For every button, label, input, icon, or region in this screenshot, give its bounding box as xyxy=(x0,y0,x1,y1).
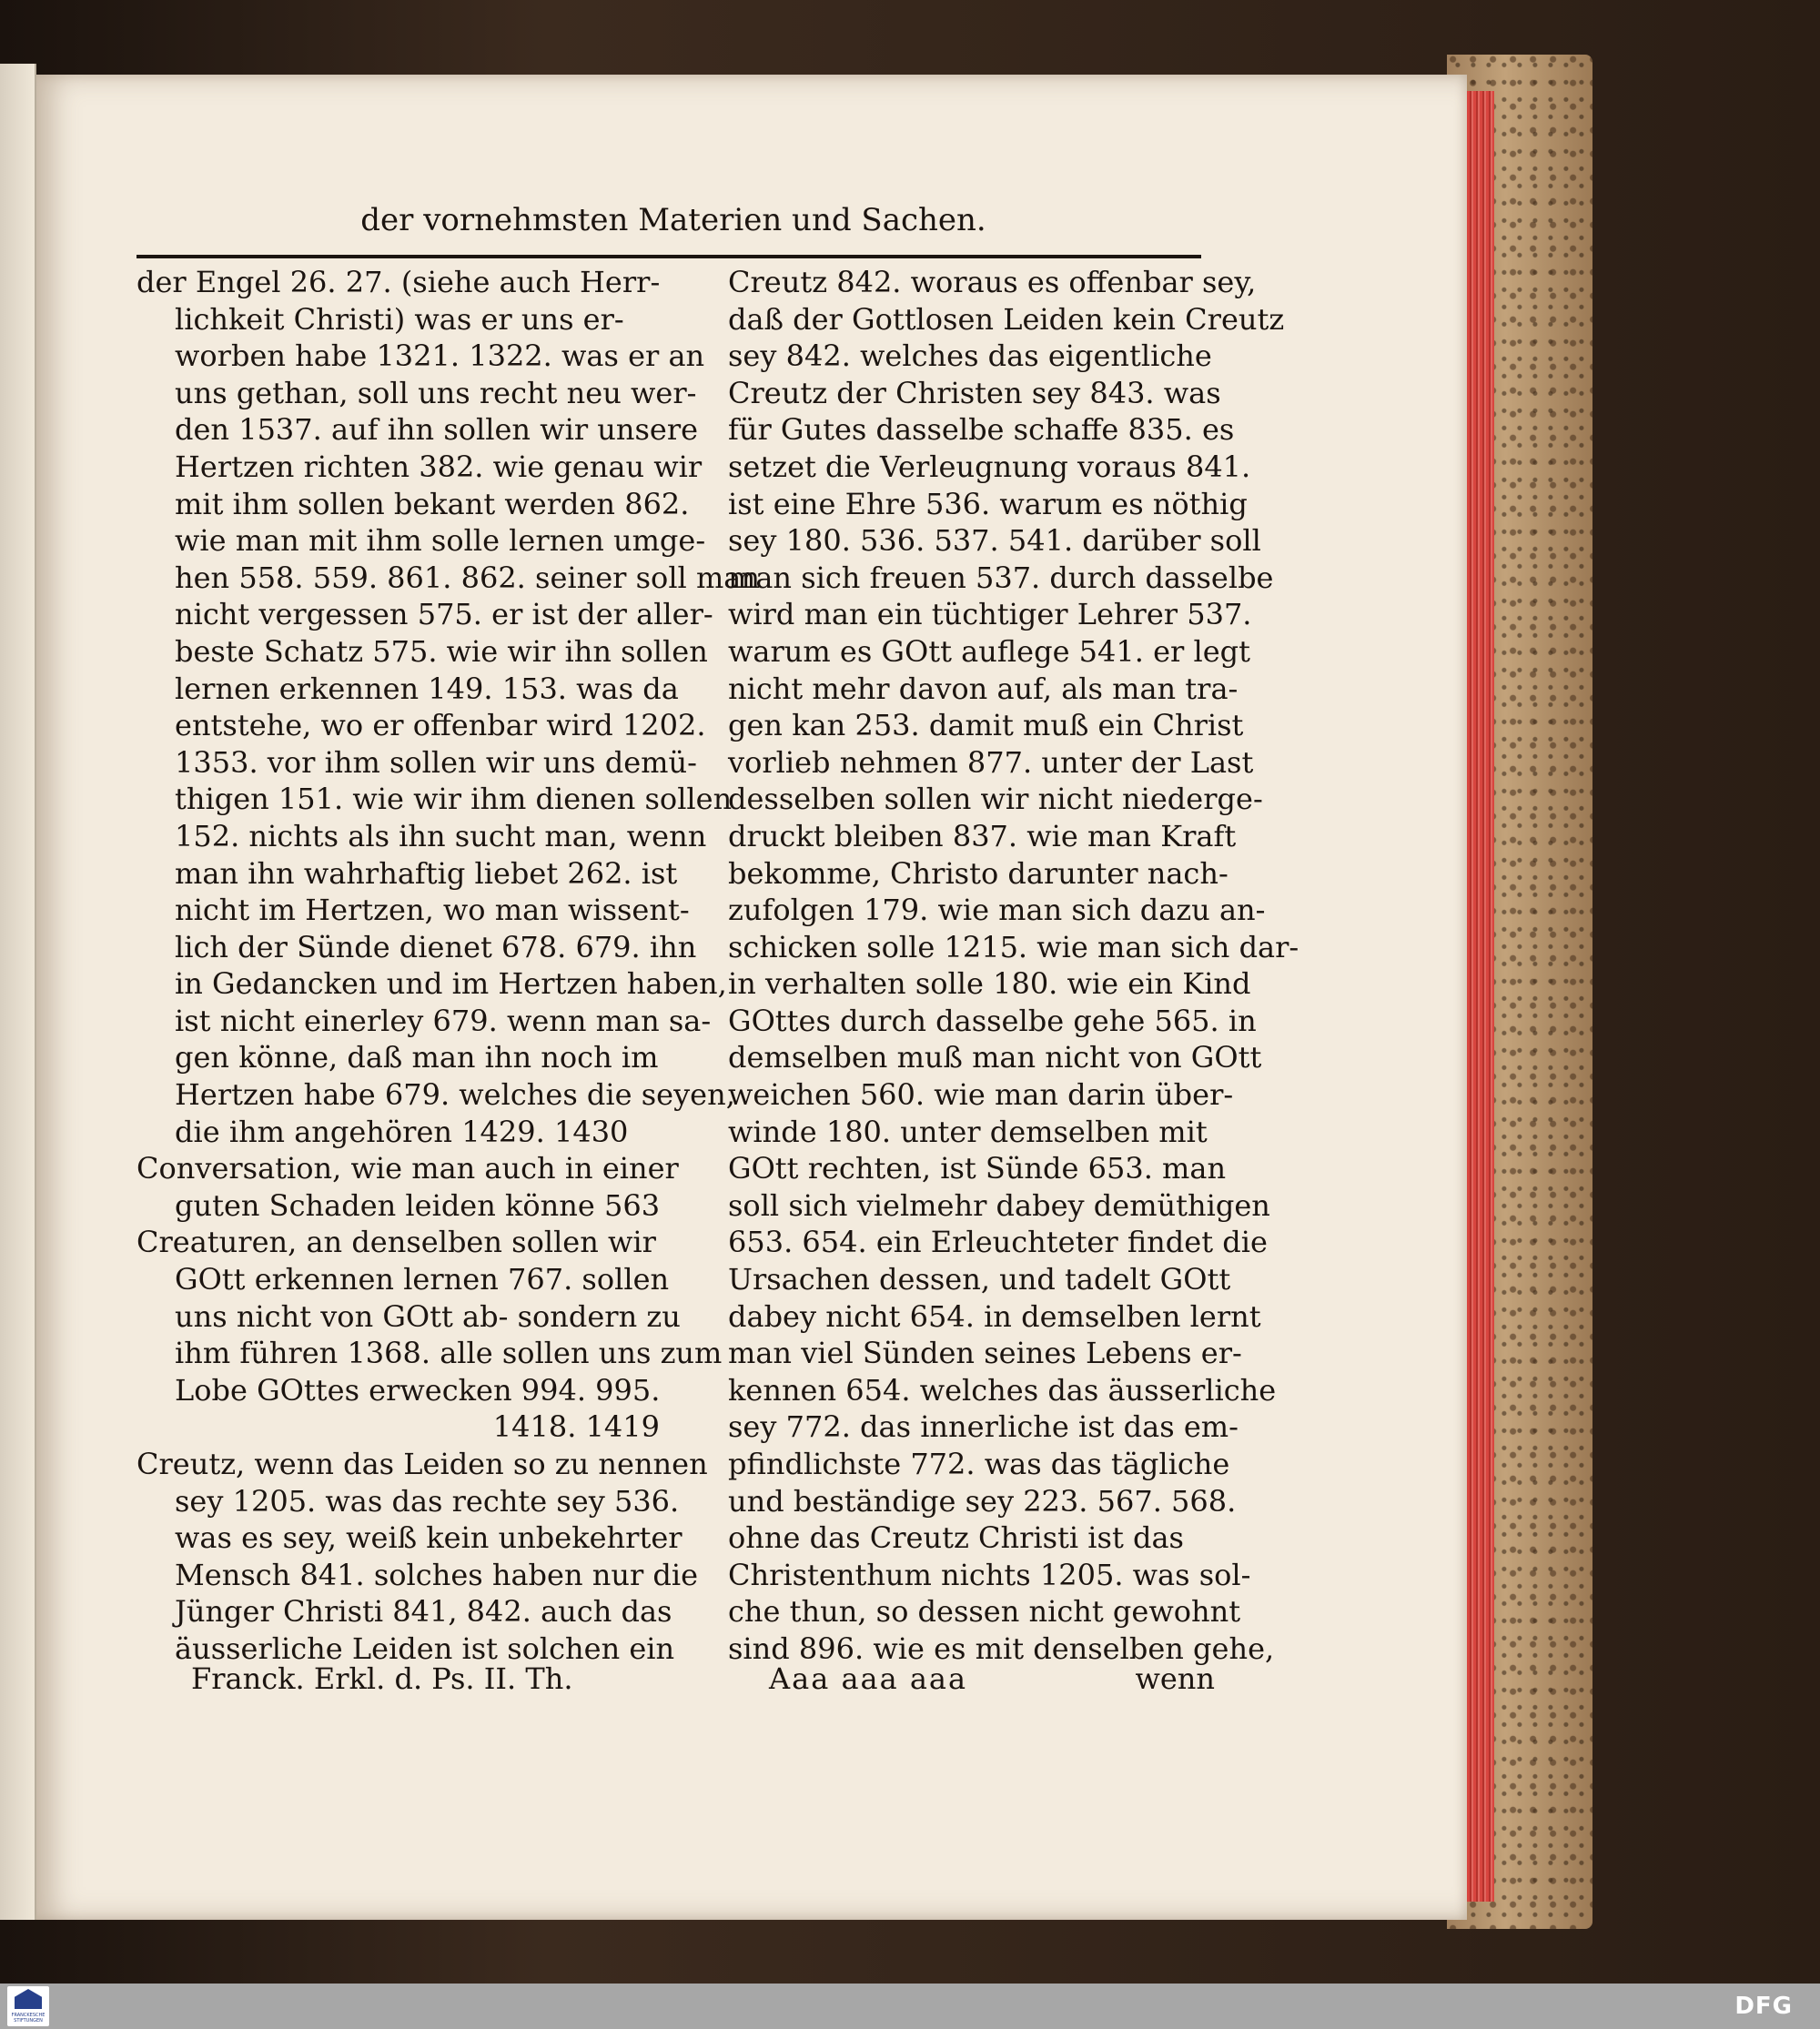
index-line: was es sey, weiß kein unbekehrter xyxy=(175,1520,682,1556)
index-line: man ihn wahrhaftig liebet 262. ist xyxy=(175,855,678,891)
index-line: und beständige sey 223. 567. 568. xyxy=(728,1483,1237,1519)
red-fore-edge xyxy=(1467,91,1494,1902)
index-line: GOtt erkennen lernen 767. sollen xyxy=(175,1262,670,1297)
index-line: weichen 560. wie man darin über- xyxy=(728,1077,1234,1113)
index-line: dabey nicht 654. in demselben lernt xyxy=(728,1298,1261,1334)
running-head: der vornehmsten Materien und Sachen. xyxy=(360,202,986,238)
index-line: in Gedancken und im Hertzen haben, xyxy=(175,966,727,1002)
index-line: nicht vergessen 575. er ist der aller- xyxy=(175,597,713,632)
index-line: worben habe 1321. 1322. was er an xyxy=(175,338,705,374)
library-logo-text: FRANCKESCHE STIFTUNGEN xyxy=(11,2013,46,2024)
index-line: man viel Sünden seines Lebens er- xyxy=(728,1336,1242,1371)
index-line: Jünger Christi 841, 842. auch das xyxy=(175,1594,672,1630)
catchword: wenn xyxy=(1135,1661,1215,1696)
index-line: Creutz 842. woraus es offenbar sey, xyxy=(728,265,1257,299)
index-line: Ursachen dessen, und tadelt GOtt xyxy=(728,1262,1231,1297)
index-line: den 1537. auf ihn sollen wir unsere xyxy=(175,412,699,448)
index-line: in verhalten solle 180. wie ein Kind xyxy=(728,966,1251,1002)
index-line: soll sich vielmehr dabey demüthigen xyxy=(728,1187,1270,1223)
index-line: daß der Gottlosen Leiden kein Creutz xyxy=(728,301,1285,337)
index-line: wird man ein tüchtiger Lehrer 537. xyxy=(728,597,1252,632)
index-line: GOttes durch dasselbe gehe 565. in xyxy=(728,1003,1257,1038)
index-line: 1418. 1419 xyxy=(492,1409,660,1445)
index-line: 1353. vor ihm sollen wir uns demü- xyxy=(175,744,697,780)
index-line: Creaturen, an denselben sollen wir xyxy=(136,1225,656,1260)
index-line: der Engel 26. 27. (siehe auch Herr- xyxy=(136,265,661,299)
index-line: wie man mit ihm solle lernen umge- xyxy=(175,523,706,559)
index-line: 152. nichts als ihn sucht man, wenn xyxy=(175,818,707,853)
index-line: Creutz, wenn das Leiden so zu nennen xyxy=(136,1447,708,1481)
index-line: schicken solle 1215. wie man sich dar- xyxy=(728,929,1299,964)
index-line: Hertzen richten 382. wie genau wir xyxy=(175,449,703,484)
index-line: kennen 654. welches das äusserliche xyxy=(728,1372,1277,1408)
index-line: lichkeit Christi) was er uns er- xyxy=(175,301,624,337)
index-line: hen 558. 559. 861. 862. seiner soll man xyxy=(175,560,760,595)
signature-title: Franck. Erkl. d. Ps. II. Th. xyxy=(191,1661,573,1696)
index-line: äusserliche Leiden ist solchen ein xyxy=(175,1630,675,1666)
index-line: ist eine Ehre 536. warum es nöthig xyxy=(728,486,1248,521)
index-line: ist nicht einerley 679. wenn man sa- xyxy=(175,1003,712,1038)
index-line: die ihm angehören 1429. 1430 xyxy=(175,1114,629,1149)
index-line: Christenthum nichts 1205. was sol- xyxy=(728,1557,1251,1592)
index-line: guten Schaden leiden könne 563 xyxy=(175,1187,661,1223)
index-line: nicht mehr davon auf, als man tra- xyxy=(728,671,1239,706)
index-line: uns nicht von GOtt ab- sondern zu xyxy=(175,1298,681,1334)
index-line: ohne das Creutz Christi ist das xyxy=(728,1520,1184,1556)
viewer-footer-bar xyxy=(0,1984,1820,2029)
dfg-logo: DFG xyxy=(1734,1993,1793,2020)
index-line: für Gutes dasselbe schaffe 835. es xyxy=(728,412,1235,448)
index-line: zufolgen 179. wie man sich dazu an- xyxy=(728,893,1266,928)
index-line: che thun, so dessen nicht gewohnt xyxy=(728,1594,1241,1630)
index-line: pfindlichste 772. was das tägliche xyxy=(728,1447,1230,1481)
left-column xyxy=(136,264,760,1668)
index-line: lich der Sünde dienet 678. 679. ihn xyxy=(175,929,697,964)
index-line: setzet die Verleugnung voraus 841. xyxy=(728,449,1251,484)
index-line: desselben sollen wir nicht niederge- xyxy=(728,782,1263,817)
index-line: sey 772. das innerliche ist das em- xyxy=(728,1409,1239,1445)
index-line: sey 1205. was das rechte sey 536. xyxy=(175,1483,680,1519)
index-line: GOtt rechten, ist Sünde 653. man xyxy=(728,1151,1227,1186)
index-line: man sich freuen 537. durch dasselbe xyxy=(728,560,1274,595)
index-line: 653. 654. ein Erleuchteter findet die xyxy=(728,1225,1268,1260)
index-line: Mensch 841. solches haben nur die xyxy=(175,1557,699,1592)
index-line: uns gethan, soll uns recht neu wer- xyxy=(175,375,697,410)
previous-page-edge xyxy=(0,64,36,1920)
index-line: thigen 151. wie wir ihm dienen sollen xyxy=(175,782,733,817)
index-line: druckt bleiben 837. wie man Kraft xyxy=(728,818,1237,853)
head-rule xyxy=(136,255,1201,258)
signature-mark: Aaa aaa aaa xyxy=(769,1661,968,1696)
index-line: Hertzen habe 679. welches die seyen, xyxy=(175,1077,735,1113)
index-line: sey 180. 536. 537. 541. darüber soll xyxy=(728,523,1261,559)
index-line: gen kan 253. damit muß ein Christ xyxy=(728,708,1244,743)
index-line: Conversation, wie man auch in einer xyxy=(136,1151,679,1186)
index-line: gen könne, daß man ihn noch im xyxy=(175,1040,659,1075)
index-line: entstehe, wo er offenbar wird 1202. xyxy=(175,708,706,743)
index-line: Creutz der Christen sey 843. was xyxy=(728,375,1221,410)
right-column xyxy=(728,264,1299,1668)
index-line: ihm führen 1368. alle sollen uns zum xyxy=(175,1336,723,1371)
index-line: Lobe GOttes erwecken 994. 995. xyxy=(175,1372,661,1408)
index-line: lernen erkennen 149. 153. was da xyxy=(175,671,679,706)
index-line: demselben muß man nicht von GOtt xyxy=(728,1040,1262,1075)
index-line: warum es GOtt auflege 541. er legt xyxy=(728,633,1251,669)
index-line: mit ihm sollen bekant werden 862. xyxy=(175,486,690,521)
index-line: winde 180. unter demselben mit xyxy=(728,1114,1208,1149)
index-line: sey 842. welches das eigentliche xyxy=(728,338,1212,374)
index-line: bekomme, Christo darunter nach- xyxy=(728,855,1228,891)
index-line: beste Schatz 575. wie wir ihn sollen xyxy=(175,633,708,669)
index-line: sind 896. wie es mit denselben gehe, xyxy=(728,1630,1275,1666)
index-line: vorlieb nehmen 877. unter der Last xyxy=(728,744,1254,780)
index-line: nicht im Hertzen, wo man wissent- xyxy=(175,893,690,928)
